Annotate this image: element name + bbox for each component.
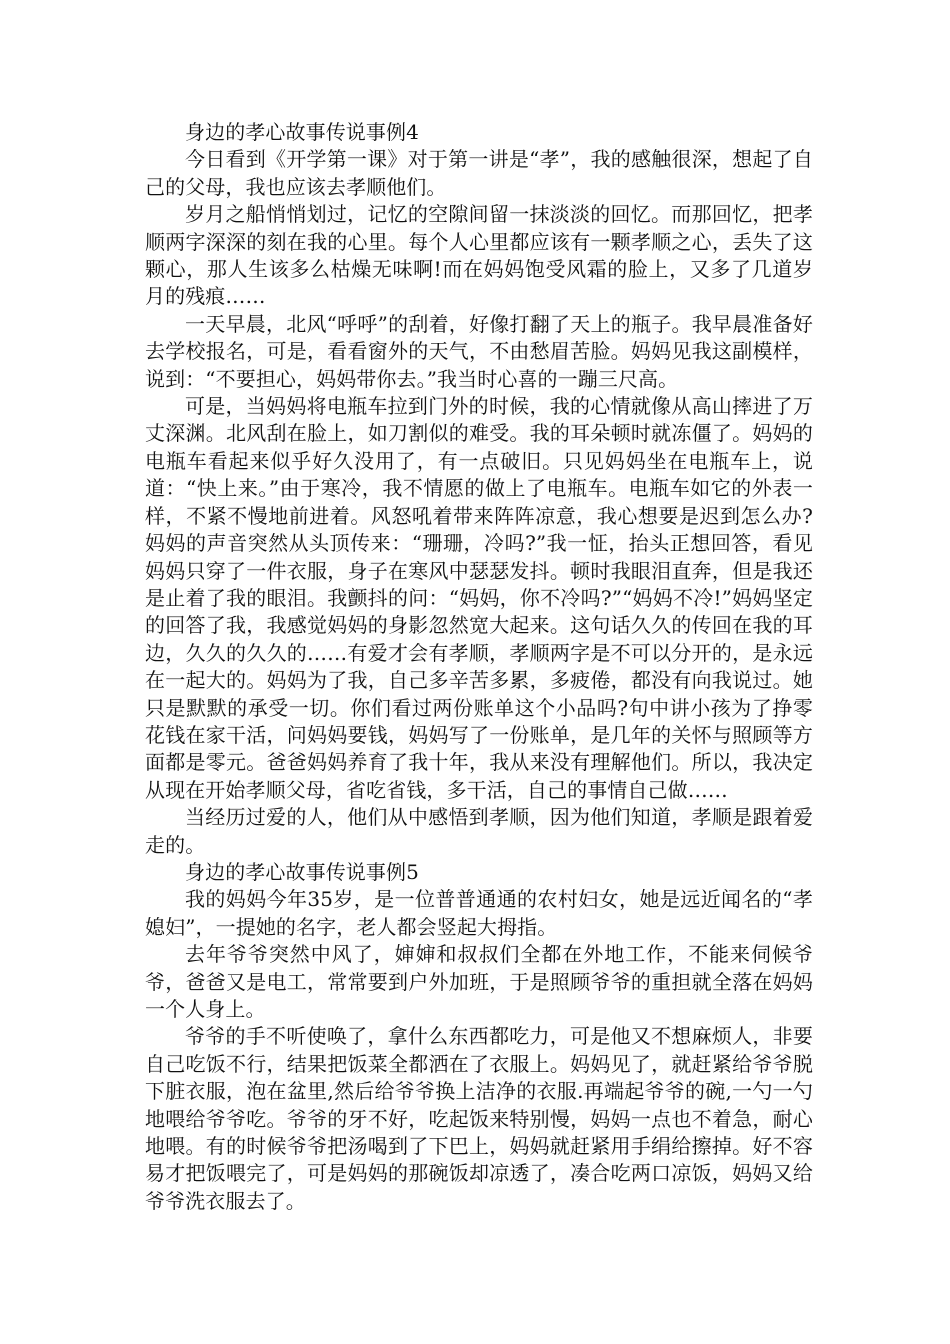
- section-heading-example-4: 身边的孝心故事传说事例4: [185, 120, 419, 144]
- paragraph: 一天早晨，北风“呼呼”的刮着，好像打翻了天上的瓶子。我早晨准备好去学校报名，可是，看看窗外的天气，不由愁眉苦脸。妈妈见我这副模样，说到：“不要担心，妈妈带你去。”我当时心喜的一蹦三尺高。: [145, 311, 813, 391]
- paragraph: 去年爷爷突然中风了，婶婶和叔叔们全都在外地工作，不能来伺候爷爷，爸爸又是电工，常常要到户外加班，于是照顾爷爷的重担就全落在妈妈一个人身上。: [145, 942, 813, 1021]
- paragraph: 爷爷的手不听使唤了，拿什么东西都吃力，可是他又不想麻烦人，非要自己吃饭不行，结果把饭菜全都洒在了衣服上。妈妈见了，就赶紧给爷爷脱下脏衣服，泡在盆里,然后给爷爷换上洁净的衣服.再端起爷爷的碗,一勺一勺地喂给爷爷吃。爷爷的牙不好，吃起饭来特别慢，妈妈一点也不着急，耐心地喂。有的时候爷爷把汤喝到了下巴上，妈妈就赶紧用手绢给擦掉。好不容易才把饭喂完了，可是妈妈的那碗饭却凉透了，凑合吃两口凉饭，妈妈又给爷爷洗衣服去了。: [145, 1024, 813, 1213]
- paragraph: 岁月之船悄悄划过，记忆的空隙间留一抹淡淡的回忆。而那回忆，把孝顺两字深深的刻在我的心里。每个人心里都应该有一颗孝顺之心，丢失了这颗心，那人生该多么枯燥无味啊!而在妈妈饱受风霜的脸上，又多了几道岁月的残痕……: [145, 202, 813, 309]
- paragraph: 当经历过爱的人，他们从中感悟到孝顺，因为他们知道，孝顺是跟着爱走的。: [145, 805, 813, 857]
- section-heading-example-5: 身边的孝心故事传说事例5: [185, 859, 419, 884]
- paragraph: 今日看到《开学第一课》对于第一讲是“孝”，我的感触很深，想起了自己的父母，我也应该去孝顺他们。: [145, 147, 813, 199]
- paragraph: 我的妈妈今年35岁，是一位普普通通的农村妇女，她是远近闻名的“孝媳妇”，一提她的名字，老人都会竖起大拇指。: [145, 887, 813, 939]
- paragraph: 可是，当妈妈将电瓶车拉到门外的时候，我的心情就像从高山摔进了万丈深渊。北风刮在脸上，如刀割似的难受。我的耳朵顿时就冻僵了。妈妈的电瓶车看起来似乎好久没用了，有一点破旧。只见妈妈坐在电瓶车上，说道：“快上来。”由于寒冷，我不情愿的做上了电瓶车。电瓶车如它的外表一样，不紧不慢地前进着。风怒吼着带来阵阵凉意，我心想要是迟到怎么办?妈妈的声音突然从头顶传来：“珊珊，冷吗?”我一怔，抬头正想回答，看见妈妈只穿了一件衣服，身子在寒风中瑟瑟发抖。顿时我眼泪直奔，但是我还是止着了我的眼泪。我颤抖的问：“妈妈，你不冷吗?”“妈妈不冷!”妈妈坚定的回答了我，我感觉妈妈的身影忽然宽大起来。这句话久久的传回在我的耳边，久久的久久的……有爱才会有孝顺，孝顺两字是不可以分开的，是永远在一起大的。妈妈为了我，自己多辛苦多累，多疲倦，都没有向我说过。她只是默默的承受一切。你们看过两份账单这个小品吗?句中讲小孩为了挣零花钱在家干活，问妈妈要钱，妈妈写了一份账单，是几年的关怀与照顾等方面都是零元。爸爸妈妈养育了我十年，我从来没有理解他们。所以，我决定从现在开始孝顺父母，省吃省钱，多干活，自己的事情自己做……: [145, 394, 813, 802]
- document-body: [145, 119, 813, 1215]
